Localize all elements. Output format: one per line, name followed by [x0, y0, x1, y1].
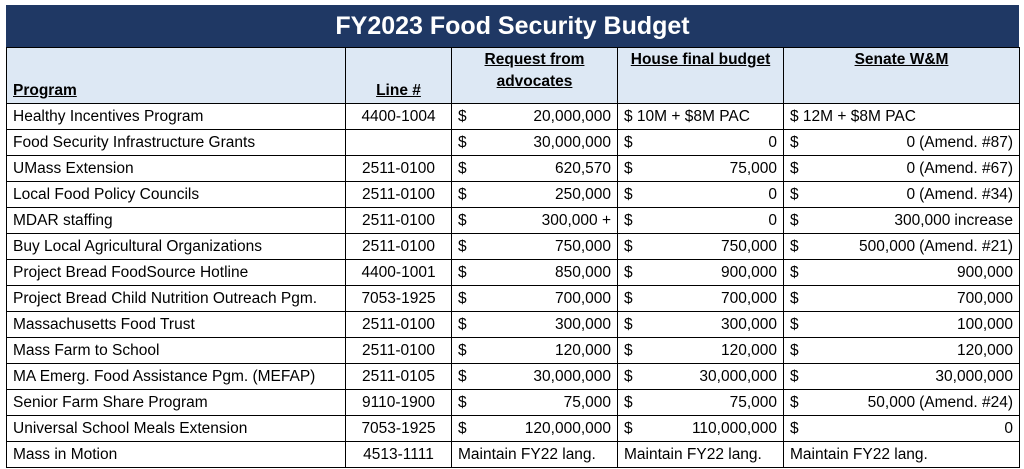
senate-cell-amt: 300,000	[894, 211, 951, 229]
senate-cell-amt: 50,000	[867, 393, 916, 411]
senate-cell-amt: 100,000	[956, 315, 1013, 333]
house-cell	[618, 104, 784, 130]
senate-cell-amt: 120,000	[956, 341, 1013, 359]
house-cell-amt: 75,000	[729, 393, 777, 411]
senate-cell-amt: 30,000,000	[935, 367, 1013, 385]
request-cell-sym: $	[458, 263, 467, 281]
house-cell-sym: $	[624, 367, 633, 385]
request-cell-sym: $	[458, 315, 467, 333]
program-cell: Project Bread Child Nutrition Outreach Pgm.	[7, 286, 346, 312]
senate-cell	[784, 364, 1020, 390]
request-cell-amt: 120,000	[554, 341, 611, 359]
request-cell-sym: $	[458, 185, 467, 203]
request-cell	[452, 312, 618, 338]
senate-cell-amt: 500,000	[859, 237, 916, 255]
request-cell-amt: 700,000	[554, 289, 611, 307]
request-cell	[452, 104, 618, 130]
table-row	[7, 208, 1020, 234]
house-cell-amt: 900,000	[720, 263, 777, 281]
request-cell	[452, 260, 618, 286]
senate-cell-amt: 0	[906, 185, 916, 203]
house-cell-amt: 120,000	[720, 341, 777, 359]
house-cell-amt: 0	[768, 211, 777, 229]
senate-cell-sym: $	[790, 315, 799, 333]
table-row	[7, 260, 1020, 286]
request-cell	[452, 130, 618, 156]
request-cell-sym: $	[458, 107, 467, 125]
header-row	[7, 48, 1020, 104]
house-cell	[618, 364, 784, 390]
request-cell-sym: $	[458, 289, 467, 307]
request-cell-sym: $	[458, 133, 467, 151]
request-cell-amt: 250,000	[554, 185, 611, 203]
line-number-cell: 4400-1001	[346, 260, 452, 286]
table-row	[7, 104, 1020, 130]
request-cell-sym: $	[458, 211, 467, 229]
table-row	[7, 312, 1020, 338]
program-cell: Local Food Policy Councils	[7, 182, 346, 208]
senate-cell	[784, 338, 1020, 364]
house-cell-sym: $	[624, 159, 633, 177]
program-cell: MDAR staffing	[7, 208, 346, 234]
program-cell: Buy Local Agricultural Organizations	[7, 234, 346, 260]
table-row	[7, 416, 1020, 442]
request-cell	[452, 286, 618, 312]
house-cell-amt: 110,000,000	[691, 419, 777, 437]
table-row	[7, 364, 1020, 390]
request-cell-amt: 75,000	[563, 393, 611, 411]
house-cell	[618, 156, 784, 182]
table-title: FY2023 Food Security Budget	[6, 5, 1019, 47]
line-number-cell: 2511-0105	[346, 364, 452, 390]
request-cell	[452, 416, 618, 442]
senate-cell	[784, 312, 1020, 338]
line-number-cell: 7053-1925	[346, 416, 452, 442]
senate-cell-note: (Amend. #24)	[919, 393, 1013, 411]
senate-cell	[784, 260, 1020, 286]
house-cell-text: $ 10M + $8M PAC	[624, 107, 750, 125]
program-cell: Mass in Motion	[7, 442, 346, 468]
house-cell-amt: 300,000	[720, 315, 777, 333]
house-cell	[618, 286, 784, 312]
request-cell	[452, 156, 618, 182]
table-row	[7, 130, 1020, 156]
table-row	[7, 286, 1020, 312]
request-cell-amt: 30,000,000	[533, 133, 611, 151]
request-cell-amt: 300,000	[554, 315, 611, 333]
header-request	[452, 48, 618, 104]
program-cell: Massachusetts Food Trust	[7, 312, 346, 338]
senate-cell-sym: $	[790, 185, 799, 203]
request-cell	[452, 390, 618, 416]
program-cell: Food Security Infrastructure Grants	[7, 130, 346, 156]
house-cell-sym: $	[624, 211, 633, 229]
request-cell-sym: $	[458, 393, 467, 411]
senate-cell-sym: $	[790, 133, 799, 151]
header-line-number: Line #	[346, 48, 452, 104]
budget-document	[6, 5, 1019, 468]
request-cell-sym: $	[458, 237, 467, 255]
house-cell-sym: $	[624, 393, 633, 411]
senate-cell	[784, 156, 1020, 182]
senate-cell-sym: $	[790, 419, 799, 437]
house-cell	[618, 312, 784, 338]
senate-cell-note: (Amend. #67)	[919, 159, 1013, 177]
senate-cell-amt: 900,000	[956, 263, 1013, 281]
request-cell-amt: 750,000	[554, 237, 611, 255]
program-cell: Senior Farm Share Program	[7, 390, 346, 416]
program-cell: UMass Extension	[7, 156, 346, 182]
house-cell-sym: $	[624, 263, 633, 281]
house-cell	[618, 416, 784, 442]
senate-cell-text: $ 12M + $8M PAC	[790, 107, 916, 125]
house-cell	[618, 338, 784, 364]
senate-cell-note: increase	[954, 211, 1013, 229]
house-cell-sym: $	[624, 315, 633, 333]
line-number-cell: 2511-0100	[346, 312, 452, 338]
senate-cell	[784, 416, 1020, 442]
request-cell	[452, 208, 618, 234]
house-cell	[618, 234, 784, 260]
request-cell-sym: $	[458, 159, 467, 177]
senate-cell-sym: $	[790, 211, 799, 229]
senate-cell	[784, 104, 1020, 130]
house-cell-sym: $	[624, 133, 633, 151]
house-cell-amt: 0	[768, 185, 777, 203]
program-cell: Healthy Incentives Program	[7, 104, 346, 130]
line-number-cell: 2511-0100	[346, 234, 452, 260]
house-cell	[618, 208, 784, 234]
request-cell-amt: 20,000,000	[533, 107, 611, 125]
house-cell	[618, 390, 784, 416]
house-cell	[618, 442, 784, 468]
line-number-cell: 9110-1900	[346, 390, 452, 416]
request-cell	[452, 234, 618, 260]
senate-cell-sym: $	[790, 237, 799, 255]
line-number-cell: 2511-0100	[346, 182, 452, 208]
house-cell-amt: 0	[768, 133, 777, 151]
line-number-cell: 4513-1111	[346, 442, 452, 468]
request-cell	[452, 364, 618, 390]
table-row	[7, 182, 1020, 208]
line-number-cell: 2511-0100	[346, 156, 452, 182]
senate-cell-note: (Amend. #34)	[919, 185, 1013, 203]
house-cell-amt: 750,000	[720, 237, 777, 255]
senate-cell-text: Maintain FY22 lang.	[790, 445, 928, 463]
table-row	[7, 156, 1020, 182]
program-cell: Project Bread FoodSource Hotline	[7, 260, 346, 286]
request-cell-amt: 850,000	[554, 263, 611, 281]
table-row	[7, 338, 1020, 364]
request-cell-sym: $	[458, 341, 467, 359]
senate-cell-sym: $	[790, 263, 799, 281]
program-cell: Mass Farm to School	[7, 338, 346, 364]
request-cell	[452, 182, 618, 208]
house-cell	[618, 182, 784, 208]
senate-cell	[784, 390, 1020, 416]
senate-cell	[784, 286, 1020, 312]
house-cell	[618, 130, 784, 156]
table-row	[7, 442, 1020, 468]
house-cell-sym: $	[624, 341, 633, 359]
senate-cell	[784, 234, 1020, 260]
senate-cell	[784, 130, 1020, 156]
house-cell-amt: 700,000	[720, 289, 777, 307]
senate-cell	[784, 208, 1020, 234]
program-cell: Universal School Meals Extension	[7, 416, 346, 442]
request-cell-amt: 30,000,000	[533, 367, 611, 385]
request-cell-amt: 620,570	[554, 159, 611, 177]
senate-cell-sym: $	[790, 159, 799, 177]
request-cell-amt: 120,000,000	[524, 419, 611, 437]
request-cell-amt: 300,000 +	[541, 211, 611, 229]
request-cell	[452, 442, 618, 468]
table-row	[7, 234, 1020, 260]
senate-cell-note: (Amend. #21)	[919, 237, 1013, 255]
table-row	[7, 390, 1020, 416]
header-house: House final budget	[618, 48, 784, 104]
senate-cell-sym: $	[790, 367, 799, 385]
house-cell	[618, 260, 784, 286]
request-cell-sym: $	[458, 419, 467, 437]
budget-table	[6, 47, 1020, 468]
senate-cell	[784, 442, 1020, 468]
request-cell-sym: $	[458, 367, 467, 385]
house-cell-sym: $	[624, 185, 633, 203]
header-program: Program	[7, 48, 346, 104]
request-cell	[452, 338, 618, 364]
house-cell-amt: 30,000,000	[699, 367, 777, 385]
senate-cell-amt: 700,000	[956, 289, 1013, 307]
senate-cell-amt: 0	[906, 133, 916, 151]
house-cell-sym: $	[624, 289, 633, 307]
line-number-cell: 7053-1925	[346, 286, 452, 312]
senate-cell-sym: $	[790, 341, 799, 359]
program-cell: MA Emerg. Food Assistance Pgm. (MEFAP)	[7, 364, 346, 390]
header-request-line2: advocates	[496, 73, 573, 90]
house-cell-sym: $	[624, 237, 633, 255]
line-number-cell: 2511-0100	[346, 208, 452, 234]
senate-cell-amt: 0	[906, 159, 916, 177]
senate-cell-amt: 0	[1004, 419, 1013, 437]
house-cell-amt: 75,000	[729, 159, 777, 177]
line-number-cell: 2511-0100	[346, 338, 452, 364]
house-cell-text: Maintain FY22 lang.	[624, 445, 762, 463]
table-body	[7, 104, 1020, 468]
line-number-cell	[346, 130, 452, 156]
header-request-line1: Request from	[484, 51, 585, 68]
line-number-cell: 4400-1004	[346, 104, 452, 130]
senate-cell-sym: $	[790, 289, 799, 307]
request-cell-text: Maintain FY22 lang.	[458, 445, 596, 463]
senate-cell-note: (Amend. #87)	[919, 133, 1013, 151]
senate-cell-sym: $	[790, 393, 799, 411]
house-cell-sym: $	[624, 419, 633, 437]
senate-cell	[784, 182, 1020, 208]
header-senate: Senate W&M	[784, 48, 1020, 104]
